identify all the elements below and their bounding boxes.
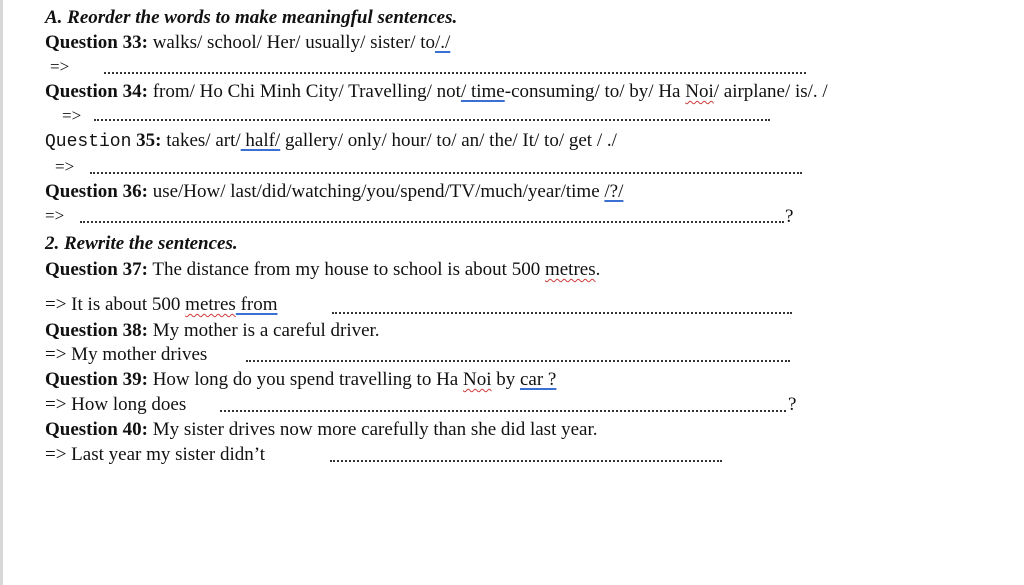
answer-start: => Last year my sister didn’t xyxy=(45,444,266,465)
question-label: Question xyxy=(45,132,132,152)
page-edge xyxy=(0,0,3,585)
question-label: Question 33: xyxy=(45,32,148,53)
answer-40 xyxy=(45,444,265,466)
question-36 xyxy=(45,181,623,203)
answer-blank-34[interactable] xyxy=(94,119,770,121)
question-words: from/ Ho Chi Minh City/ Travelling/ not xyxy=(147,81,461,102)
answer-blank-35[interactable] xyxy=(90,172,802,174)
question-words: walks/ school/ Her/ usually/ sister/ to xyxy=(147,32,436,53)
question-40 xyxy=(45,419,598,441)
answer-arrow: => xyxy=(62,106,82,125)
question-words-end: / airplane/ is/. / xyxy=(713,81,828,102)
question-words: use/How/ last/did/watching/you/spend/TV/much/year/time xyxy=(147,181,605,202)
question-words-end: gallery/ only/ hour/ to/ an/ the/ It/ to/ get / ./ xyxy=(280,130,617,151)
answer-blank-40[interactable] xyxy=(330,460,722,462)
question-label: Question 40: xyxy=(45,419,148,440)
answer-39 xyxy=(45,394,186,416)
spell-flag-text: metres xyxy=(185,294,236,315)
answer-start: => How long does xyxy=(45,394,187,415)
question-39 xyxy=(45,369,556,391)
question-text: My sister drives now more carefully than she did last year. xyxy=(147,419,598,440)
question-label: Question 37: xyxy=(45,259,148,280)
answer-arrow: => xyxy=(45,206,65,225)
question-label: Question 36: xyxy=(45,181,148,202)
answer-tail: ? xyxy=(785,206,794,227)
question-label: Question 39: xyxy=(45,369,148,390)
question-34 xyxy=(45,81,828,103)
question-label: Question 34: xyxy=(45,81,148,102)
question-words-mid: -consuming/ to/ by/ Ha xyxy=(504,81,686,102)
question-text: My mother is a careful driver. xyxy=(147,320,380,341)
answer-arrow: => xyxy=(50,57,70,76)
question-marked-text: / time xyxy=(460,81,505,102)
answer-blank-39[interactable] xyxy=(220,410,786,412)
answer-38 xyxy=(45,344,207,366)
answer-blank-37[interactable] xyxy=(332,312,792,314)
answer-start: => It is about 500 xyxy=(45,294,186,315)
question-marked-text: /./ xyxy=(435,32,451,53)
answer-blank-36[interactable] xyxy=(80,221,784,223)
question-label: Question 38: xyxy=(45,320,148,341)
question-35 xyxy=(45,130,617,153)
question-number: 35: xyxy=(131,130,162,151)
spell-flag-text: metres xyxy=(544,259,596,280)
question-text-mid: by xyxy=(491,369,520,390)
question-marked-text: /?/ xyxy=(604,181,624,202)
question-text-end: . xyxy=(595,259,601,280)
question-33 xyxy=(45,32,450,54)
answer-start: => My mother drives xyxy=(45,344,208,365)
answer-37 xyxy=(45,294,278,316)
question-text: The distance from my house to school is about 500 xyxy=(147,259,545,280)
answer-tail: ? xyxy=(788,394,797,415)
section-b-heading: 2. Rewrite the sentences. xyxy=(45,233,238,254)
answer-blank-38[interactable] xyxy=(246,360,790,362)
section-a-heading: A. Reorder the words to make meaningful sentences. xyxy=(45,7,458,28)
question-37 xyxy=(45,259,600,281)
spell-flag-text: Noi xyxy=(685,81,714,102)
answer-arrow: => xyxy=(55,157,75,176)
question-38 xyxy=(45,320,380,342)
spell-flag-text: Noi xyxy=(462,369,492,390)
answer-blank-33[interactable] xyxy=(104,72,806,74)
answer-marked-text: from xyxy=(235,294,278,315)
question-words: takes/ art/ xyxy=(161,130,241,151)
question-text: How long do you spend travelling to Ha xyxy=(147,369,463,390)
question-marked-text: car ? xyxy=(519,369,557,390)
question-marked-text: half/ xyxy=(240,130,281,151)
